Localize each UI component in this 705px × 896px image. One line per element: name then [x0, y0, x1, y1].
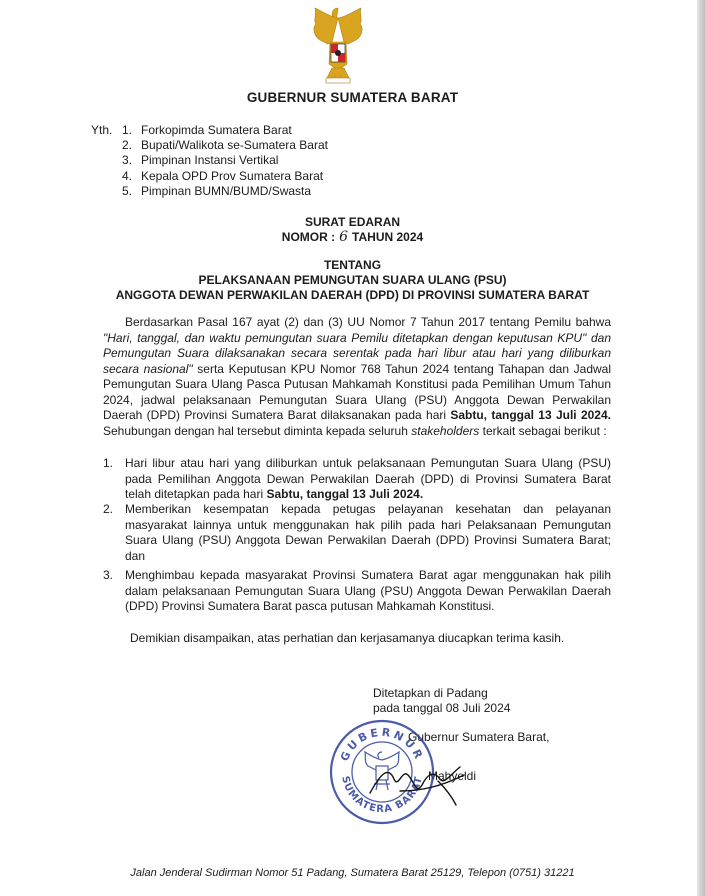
sign-place: Ditetapkan di Padang	[373, 686, 488, 700]
recipient-item: 5. Pimpinan BUMN/BUMD/Swasta	[122, 183, 312, 198]
recipient-item: 2. Bupati/Walikota se-Sumatera Barat	[122, 138, 328, 153]
sign-position: Gubernur Sumatera Barat,	[408, 730, 550, 744]
garuda-emblem-icon	[306, 6, 370, 88]
list-item: 1. Hari libur atau hari yang diliburkan untuk pelaksanaan Pemungutan Suara Ulang (PSU) pada Pemilihan Anggota Dewan Perwakilan Daerah (DPD) di Provinsi Sumatera Barat telah ditetapkan pada hari Sabtu, tanggal 13 Juli 2024.	[103, 456, 611, 501]
recipient-item: 1. Forkopimda Sumatera Barat	[122, 123, 292, 137]
scan-edge	[697, 0, 705, 896]
doc-type: SURAT EDARAN	[304, 215, 401, 229]
closing-text: Demikian disampaikan, atas perhatian dan kerjasamanya diucapkan terima kasih.	[130, 631, 565, 645]
recipient-item: 4. Kepala OPD Prov Sumatera Barat	[122, 168, 324, 183]
footer-address: Jalan Jenderal Sudirman Nomor 51 Padang, Sumatera Barat 25129, Telepon (0751) 31221	[130, 867, 575, 879]
doc-number: NOMOR : 6 TAHUN 2024	[281, 229, 424, 245]
salutation: Yth.	[91, 123, 113, 137]
svg-text:GUBERNUR: GUBERNUR	[337, 725, 427, 764]
about-label: TENTANG	[323, 258, 382, 272]
sign-name: Mahyeldi	[428, 769, 477, 783]
letterhead-title: GUBERNUR SUMATERA BARAT	[246, 90, 459, 105]
list-item: 2. Memberikan kesempatan kepada petugas pelayanan kesehatan dan pelayanan masyarakat lainnya untuk menggunakan hak pilih pada hari Pelaksanaan Pemungutan Suara Ulang (PSU) Anggota Dewan Perwakilan Daerah (DPD) Provinsi Sumatera Barat; dan	[103, 502, 611, 563]
sign-date: pada tanggal 08 Juli 2024	[373, 701, 511, 715]
subject-line-2: ANGGOTA DEWAN PERWAKILAN DAERAH (DPD) DI PROVINSI SUMATERA BARAT	[115, 288, 590, 302]
signature-scribble-icon	[360, 745, 470, 815]
recipient-item: 3. Pimpinan Instansi Vertikal	[122, 153, 279, 168]
svg-text:SUMATERA BARAT: SUMATERA BARAT	[339, 775, 425, 816]
handwritten-number: 6	[339, 229, 349, 245]
intro-paragraph: Berdasarkan Pasal 167 ayat (2) dan (3) UU Nomor 7 Tahun 2017 tentang Pemilu bahwa "Hari, tanggal, dan waktu pemungutan suara Pemilu ditetapkan dengan keputusan KPU" dan Pemungutan Suara dilaksanakan secara serentak pada hari libur atau hari yang diliburkan secara nasional" serta Keputusan KPU Nomor 768 Tahun 2024 tentang Tahapan dan Jadwal Pemungutan Suara Ulang Pasca Putusan Mahkamah Konstitusi pada Pemilihan Umum Tahun 2024, jadwal pelaksanaan Pemungutan Suara Ulang (PSU) Anggota Dewan Perwakilan Daerah (DPD) Provinsi Sumatera Barat dilaksanakan pada hari Sabtu, tanggal 13 Juli 2024. Sehubungan dengan hal tersebut diminta kepada seluruh stakeholders terkait sebagai berikut :	[103, 315, 611, 438]
recipient-list	[122, 123, 328, 199]
subject-line-1: PELAKSANAAN PEMUNGUTAN SUARA ULANG (PSU)	[198, 273, 507, 287]
list-item: 3. Menghimbau kepada masyarakat Provinsi Sumatera Barat agar menggunakan hak pilih dalam pelaksanaan Pemungutan Suara Ulang (PSU) Anggota Dewan Perwakilan Daerah (DPD) Provinsi Sumatera Barat pasca putusan Mahkamah Konstitusi.	[103, 568, 611, 613]
